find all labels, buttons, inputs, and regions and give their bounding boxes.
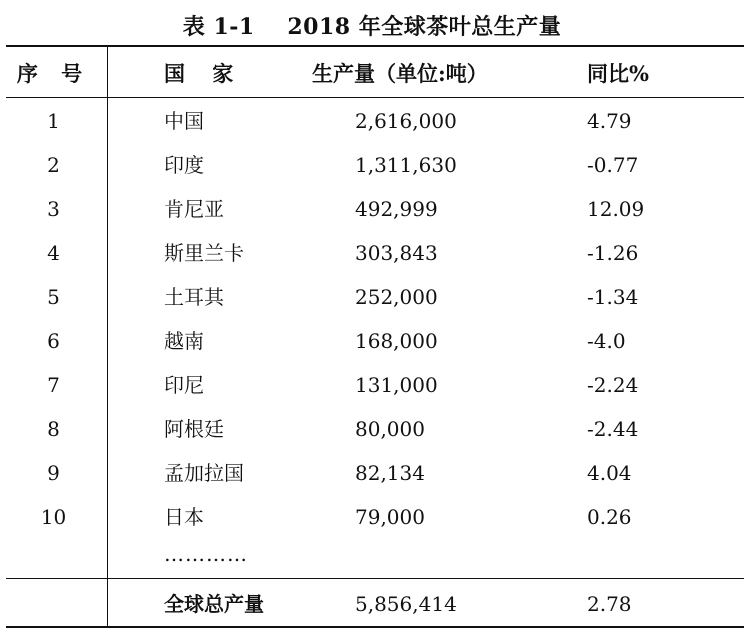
row-yoy: 4.04 bbox=[587, 461, 632, 485]
row-yoy: 4.79 bbox=[587, 109, 632, 133]
row-country: 肯尼亚 bbox=[164, 197, 224, 221]
row-country: 斯里兰卡 bbox=[164, 241, 244, 265]
row-output: 131,000 bbox=[355, 373, 438, 397]
row-yoy: -4.0 bbox=[587, 329, 626, 353]
row-output: 168,000 bbox=[355, 329, 438, 353]
ellipsis-row: ………… bbox=[164, 542, 248, 566]
total-label: 全球总产量 bbox=[164, 592, 264, 616]
row-seq: 5 bbox=[47, 285, 60, 309]
header-rule bbox=[6, 97, 744, 98]
table-row bbox=[0, 329, 744, 353]
row-seq: 6 bbox=[47, 329, 60, 353]
row-country: 越南 bbox=[164, 329, 204, 353]
row-country: 日本 bbox=[164, 505, 204, 529]
row-yoy: 0.26 bbox=[587, 505, 632, 529]
row-seq: 1 bbox=[47, 109, 60, 133]
row-country: 孟加拉国 bbox=[164, 461, 244, 485]
row-output: 1,311,630 bbox=[355, 153, 457, 177]
table-row bbox=[0, 153, 744, 177]
row-country: 土耳其 bbox=[164, 285, 224, 309]
header-seq: 序 号 bbox=[16, 61, 91, 86]
row-seq: 9 bbox=[47, 461, 60, 485]
row-yoy: 12.09 bbox=[587, 197, 645, 221]
table-row bbox=[0, 241, 744, 265]
row-seq: 2 bbox=[47, 153, 60, 177]
table-row bbox=[0, 505, 744, 529]
total-row bbox=[0, 592, 744, 616]
table-header-row bbox=[0, 62, 744, 86]
row-seq: 8 bbox=[47, 417, 60, 441]
row-yoy: -0.77 bbox=[587, 153, 639, 177]
total-yoy: 2.78 bbox=[587, 592, 632, 616]
table-row bbox=[0, 461, 744, 485]
total-output: 5,856,414 bbox=[355, 592, 457, 616]
row-output: 252,000 bbox=[355, 285, 438, 309]
row-output: 82,134 bbox=[355, 461, 425, 485]
table-row bbox=[0, 197, 744, 221]
row-seq: 7 bbox=[47, 373, 60, 397]
table-row bbox=[0, 373, 744, 397]
table-row bbox=[0, 417, 744, 441]
row-output: 79,000 bbox=[355, 505, 425, 529]
row-output: 492,999 bbox=[355, 197, 438, 221]
row-country: 印尼 bbox=[164, 373, 204, 397]
row-yoy: -2.24 bbox=[587, 373, 639, 397]
top-rule bbox=[6, 45, 744, 47]
header-yoy: 同比% bbox=[587, 61, 649, 86]
header-output: 生产量（单位:吨） bbox=[312, 61, 488, 86]
table-row bbox=[0, 109, 744, 133]
row-yoy: -2.44 bbox=[587, 417, 639, 441]
row-seq: 4 bbox=[47, 241, 60, 265]
table-caption: 表 1-1 2018 年全球茶叶总生产量 bbox=[182, 14, 562, 40]
row-output: 2,616,000 bbox=[355, 109, 457, 133]
table-row bbox=[0, 285, 744, 309]
bottom-rule bbox=[6, 626, 744, 628]
row-yoy: -1.34 bbox=[587, 285, 639, 309]
header-country: 国 家 bbox=[164, 61, 244, 86]
row-seq: 10 bbox=[40, 505, 67, 529]
row-seq: 3 bbox=[47, 197, 60, 221]
total-rule bbox=[6, 578, 744, 579]
row-country: 印度 bbox=[164, 153, 204, 177]
row-country: 阿根廷 bbox=[164, 417, 224, 441]
row-output: 80,000 bbox=[355, 417, 425, 441]
row-output: 303,843 bbox=[355, 241, 438, 265]
row-country: 中国 bbox=[164, 109, 204, 133]
row-yoy: -1.26 bbox=[587, 241, 639, 265]
